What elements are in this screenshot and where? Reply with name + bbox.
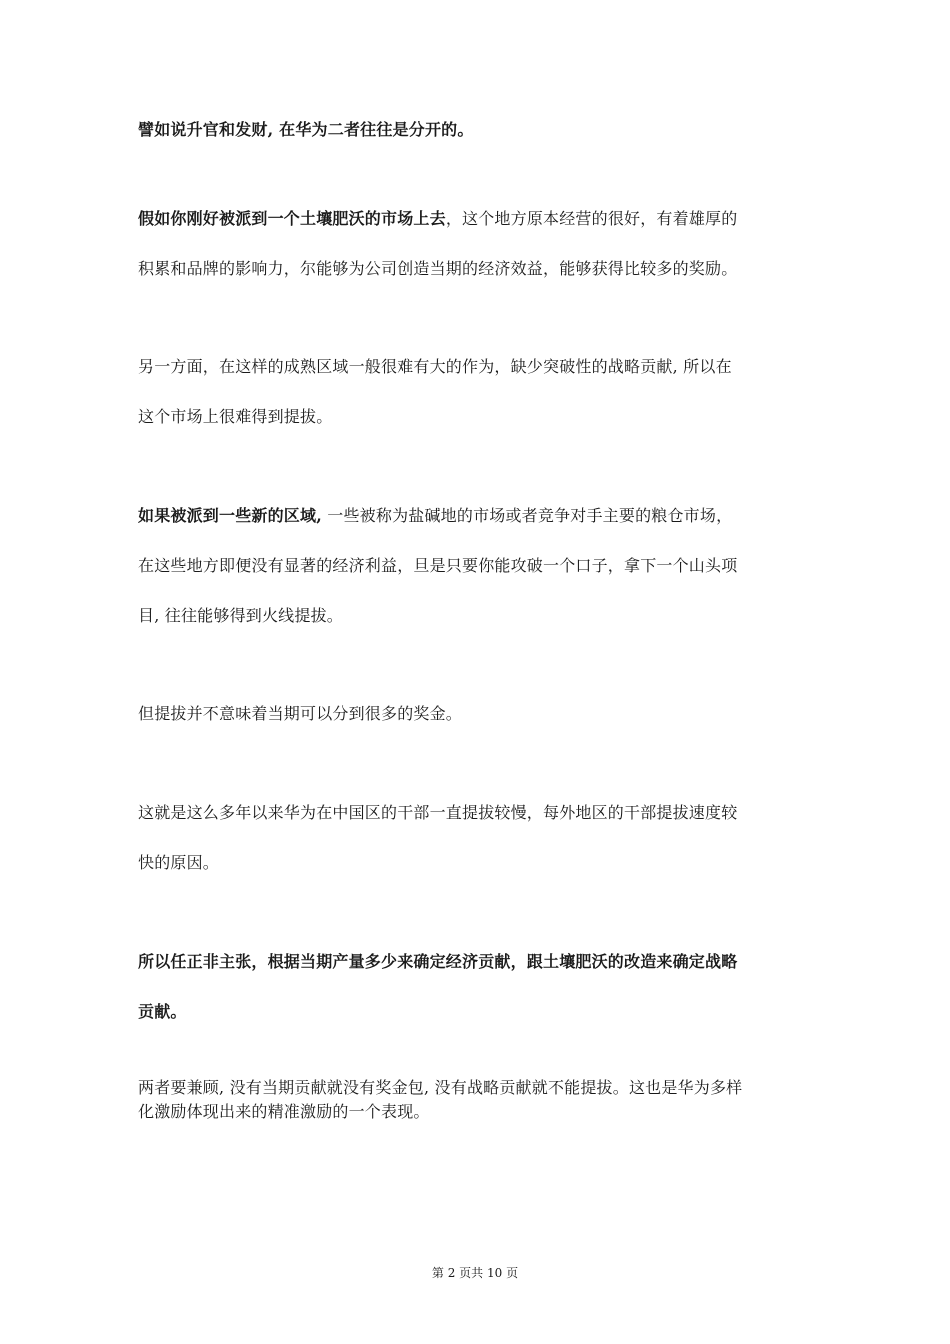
text-line bbox=[138, 1078, 818, 1098]
bold-text-segment: 假如你刚好被派到一个土壤肥沃的市场上去 bbox=[138, 209, 446, 228]
text-line bbox=[138, 120, 818, 140]
text-segment: 在这些地方即便没有显著的经济利益，旦是只要你能攻破一个口子，拿下一个山头项 bbox=[138, 556, 738, 575]
bold-text-segment: 所以任正非主张，根据当期产量多少来确定经济贡献，跟土壤肥沃的改造来确定战略 bbox=[138, 952, 738, 971]
text-line bbox=[138, 853, 818, 873]
text-line bbox=[138, 407, 818, 427]
text-line bbox=[138, 606, 818, 626]
text-line bbox=[138, 952, 818, 972]
text-segment: ，这个地方原本经营的很好，有着雄厚的 bbox=[445, 209, 738, 228]
text-line bbox=[138, 1002, 818, 1022]
text-line bbox=[138, 209, 818, 229]
text-segment: 化激励体现出来的精准激励的一个表现。 bbox=[138, 1102, 430, 1121]
text-line bbox=[138, 803, 818, 823]
text-line bbox=[138, 1102, 818, 1122]
text-segment: 但提拔并不意味着当期可以分到很多的奖金。 bbox=[138, 704, 463, 723]
text-line bbox=[138, 259, 818, 279]
bold-text-segment: 譬如说升官和发财, 在华为二者往往是分开的。 bbox=[138, 120, 474, 139]
text-segment: 这个市场上很难得到提拔。 bbox=[138, 407, 333, 426]
bold-text-segment: 如果被派到一些新的区域, bbox=[138, 506, 322, 525]
text-line bbox=[138, 506, 818, 526]
text-line bbox=[138, 704, 818, 724]
text-segment: 这就是这么多年以来华为在中国区的干部一直提拔较慢，每外地区的干部提拔速度较 bbox=[138, 803, 738, 822]
text-segment: 积累和品牌的影响力，尔能够为公司创造当期的经济效益，能够获得比较多的奖励。 bbox=[138, 259, 738, 278]
text-segment: 目, 往往能够得到火线提拔。 bbox=[138, 606, 343, 625]
page-footer: 第 2 页共 10 页 bbox=[431, 1266, 519, 1280]
text-segment: 一些被称为盐碱地的市场或者竞争对手主要的粮仓市场， bbox=[321, 506, 733, 525]
text-line bbox=[138, 556, 818, 576]
text-line bbox=[138, 357, 818, 377]
bold-text-segment: 贡献。 bbox=[138, 1002, 187, 1021]
text-segment: 两者要兼顾, 没有当期贡献就没有奖金包, 没有战略贡献就不能提拔。这也是华为多样 bbox=[138, 1078, 743, 1097]
text-segment: 快的原因。 bbox=[138, 853, 220, 872]
text-segment: 另一方面，在这样的成熟区域一般很难有大的作为，缺少突破性的战略贡献, 所以在 bbox=[138, 357, 732, 376]
